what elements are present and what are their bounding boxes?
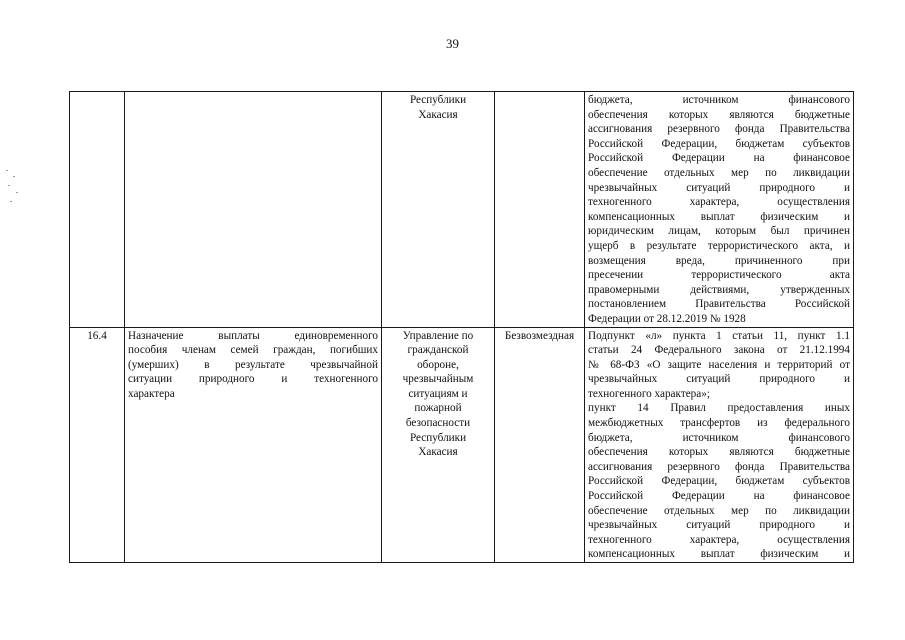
legal-basis-cell [585, 92, 854, 328]
responsible-body-line: ситуациям и [408, 387, 468, 400]
legal-basis-line: бюджета, источником финансового [588, 431, 850, 444]
legal-basis-line: чрезвычайных ситуаций природного и [588, 519, 850, 532]
legal-basis-line: компенсационных выплат физическим и [588, 210, 850, 223]
responsible-body-line: Хакасия [418, 108, 458, 121]
document-table [69, 91, 854, 563]
legal-basis-line: ассигнования резервного фонда Правительства [588, 123, 850, 136]
row-number-cell: 16.4 [70, 327, 125, 563]
responsible-body-line: гражданской [407, 344, 469, 357]
legal-basis-line: юридическим лицам, которым был причинен [588, 225, 850, 238]
legal-basis-line: пункт 14 Правил предоставления иных [588, 402, 850, 415]
legal-basis-line: правомерными действиями, утвержденных [588, 283, 850, 296]
legal-basis-line: Федерации от 28.12.2019 № 1928 [588, 312, 746, 325]
service-name-line: ситуации природного и техногенного [128, 373, 378, 386]
legal-basis-line: Подпункт «л» пункта 1 статьи 11, пункт 1.1 [588, 329, 850, 342]
responsible-body-line: Республики [409, 431, 467, 444]
legal-basis-line: чрезвычайных ситуаций природного и [588, 181, 850, 194]
legal-basis-line: возмещения вреда, причиненного при [588, 254, 850, 267]
responsible-body-cell [382, 92, 495, 328]
legal-basis-line: № 68-ФЗ «О защите населения и территорий от [588, 358, 850, 371]
legal-basis-line: межбюджетных трансфертов из федерального [588, 417, 850, 430]
legal-basis-line: пресечении террористического акта [588, 269, 850, 282]
legal-basis-line: чрезвычайных ситуаций природного и [588, 373, 850, 386]
legal-basis-line: обеспечение отдельных мер по ликвидации [588, 504, 850, 517]
legal-basis-line: обеспечения которых являются бюджетные [588, 108, 850, 121]
legal-basis-line: техногенного характера, осуществления [588, 533, 850, 546]
legal-basis-line: постановлением Правительства Российской [588, 298, 850, 311]
legal-basis-line: техногенного характера, осуществления [588, 196, 850, 209]
legal-basis-line: Российской Федерации на финансовое [588, 490, 850, 503]
service-name-line: пособия членам семей граждан, погибших [128, 344, 378, 357]
legal-basis-line: Российской Федерации, бюджетам субъектов [588, 475, 850, 488]
responsible-body-cell [382, 327, 495, 563]
responsible-body-line: Республики [409, 94, 467, 106]
responsible-body-line: Управление по [402, 329, 474, 342]
responsible-body-line: обороне, [417, 358, 459, 371]
legal-basis-line: статьи 24 Федерального закона от 21.12.1994 [588, 344, 850, 357]
legal-basis-line: техногенного характера»; [588, 387, 710, 400]
responsible-body-line: Хакасия [418, 446, 458, 459]
service-name-line: характера [128, 387, 175, 400]
table-row [70, 92, 854, 328]
service-name-cell [125, 327, 382, 563]
responsible-body-line: пожарной [414, 402, 462, 415]
service-name-line: Назначение выплаты единовременного [128, 329, 378, 342]
payment-type-cell: Безвозмездная [495, 327, 585, 563]
legal-basis-line: Российской Федерации на финансовое [588, 152, 850, 165]
service-name-line: (умерших) в результате чрезвычайной [128, 358, 378, 371]
legal-basis-line: ассигнования резервного фонда Правительства [588, 460, 850, 473]
legal-basis-line: ущерб в результате террористического акта, и [588, 239, 850, 252]
legal-basis-line: обеспечение отдельных мер по ликвидации [588, 166, 850, 179]
table-body [70, 92, 854, 563]
legal-basis-line: Российской Федерации, бюджетам субъектов [588, 137, 850, 150]
legal-basis-line: бюджета, источником финансового [588, 94, 850, 106]
responsible-body-line: безопасности [405, 417, 471, 430]
legal-basis-line: обеспечения которых являются бюджетные [588, 446, 850, 459]
table-row [70, 327, 854, 563]
legal-basis-line: компенсационных выплат физическим и [588, 548, 850, 561]
payment-type-cell [495, 92, 585, 328]
row-number-cell [70, 92, 125, 328]
page-number: 39 [446, 36, 459, 51]
legal-basis-cell [585, 327, 854, 563]
margin-marks [4, 168, 26, 208]
responsible-body-line: чрезвычайным [402, 373, 474, 386]
service-name-cell [125, 92, 382, 328]
